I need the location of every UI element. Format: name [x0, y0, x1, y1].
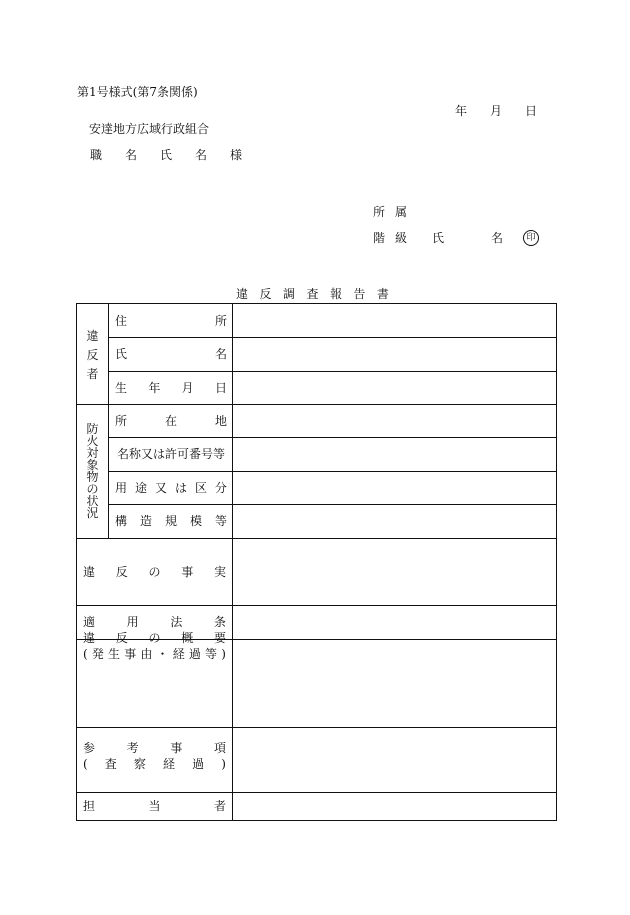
row-label-reference: 参 考 事 項	[83, 741, 226, 755]
date-line	[455, 105, 537, 117]
row-label-structure: 構 造 規 模 等	[115, 514, 227, 528]
title-char: 査	[306, 287, 319, 301]
addressee-person	[90, 149, 242, 161]
table-divider	[77, 727, 556, 728]
addressee-honorific: 様	[229, 148, 242, 162]
affiliation-1: 所	[373, 205, 386, 219]
addressee-name-2: 名	[194, 148, 207, 162]
date-day: 日	[524, 104, 537, 118]
row-label-location: 所 在 地	[115, 413, 227, 428]
sender-rank-name	[373, 232, 503, 244]
row-label-summary: 違 反 の 概 要	[83, 631, 226, 645]
title-char: 書	[376, 287, 389, 301]
addressee-title-2: 名	[124, 148, 137, 162]
row-label-birthdate: 生 年 月 日	[115, 380, 227, 395]
row-label-address: 住 所	[115, 313, 227, 328]
row-label-use: 用 途 又 は 区 分	[115, 480, 227, 495]
rank-2: 級	[395, 231, 408, 245]
report-table	[76, 303, 557, 821]
rank-1: 階	[373, 231, 386, 245]
seal-mark: 印	[523, 230, 539, 246]
row-label-fact: 違 反 の 事 実	[83, 564, 226, 579]
title-char: 反	[259, 287, 272, 301]
group-object-label: 防 火 対 象 物 の 状 況	[86, 422, 99, 520]
date-month: 月	[489, 104, 502, 118]
sender-affiliation	[373, 206, 407, 218]
addressee-name-1: 氏	[159, 148, 172, 162]
title-char: 調	[282, 287, 295, 301]
document-title	[236, 288, 389, 300]
row-label-title: 名称又は許可番号等	[116, 447, 225, 461]
table-divider	[232, 304, 233, 820]
row-label-summary-sub: ( 発 生 事 由 ・ 経 過 等 )	[83, 647, 226, 661]
group-violator-label: 違 反 者	[86, 329, 99, 381]
affiliation-2: 属	[394, 205, 407, 219]
title-char: 告	[353, 287, 366, 301]
form-number: 第1号様式(第7条関係)	[77, 85, 198, 99]
addressee-org: 安達地方広域行政組合	[89, 122, 210, 136]
title-char: 報	[329, 287, 342, 301]
name-2: 名	[491, 231, 504, 245]
row-label-law: 適 用 法 条	[83, 615, 226, 629]
row-label-reference-sub: ( 査 察 経 過 )	[83, 757, 226, 771]
row-label-name: 氏 名	[115, 347, 227, 361]
title-char: 違	[236, 287, 249, 301]
row-label-staff: 担 当 者	[83, 799, 226, 813]
name-1: 氏	[432, 231, 445, 245]
addressee-title-1: 職	[90, 148, 103, 162]
table-divider	[108, 304, 109, 538]
date-year: 年	[455, 104, 468, 118]
